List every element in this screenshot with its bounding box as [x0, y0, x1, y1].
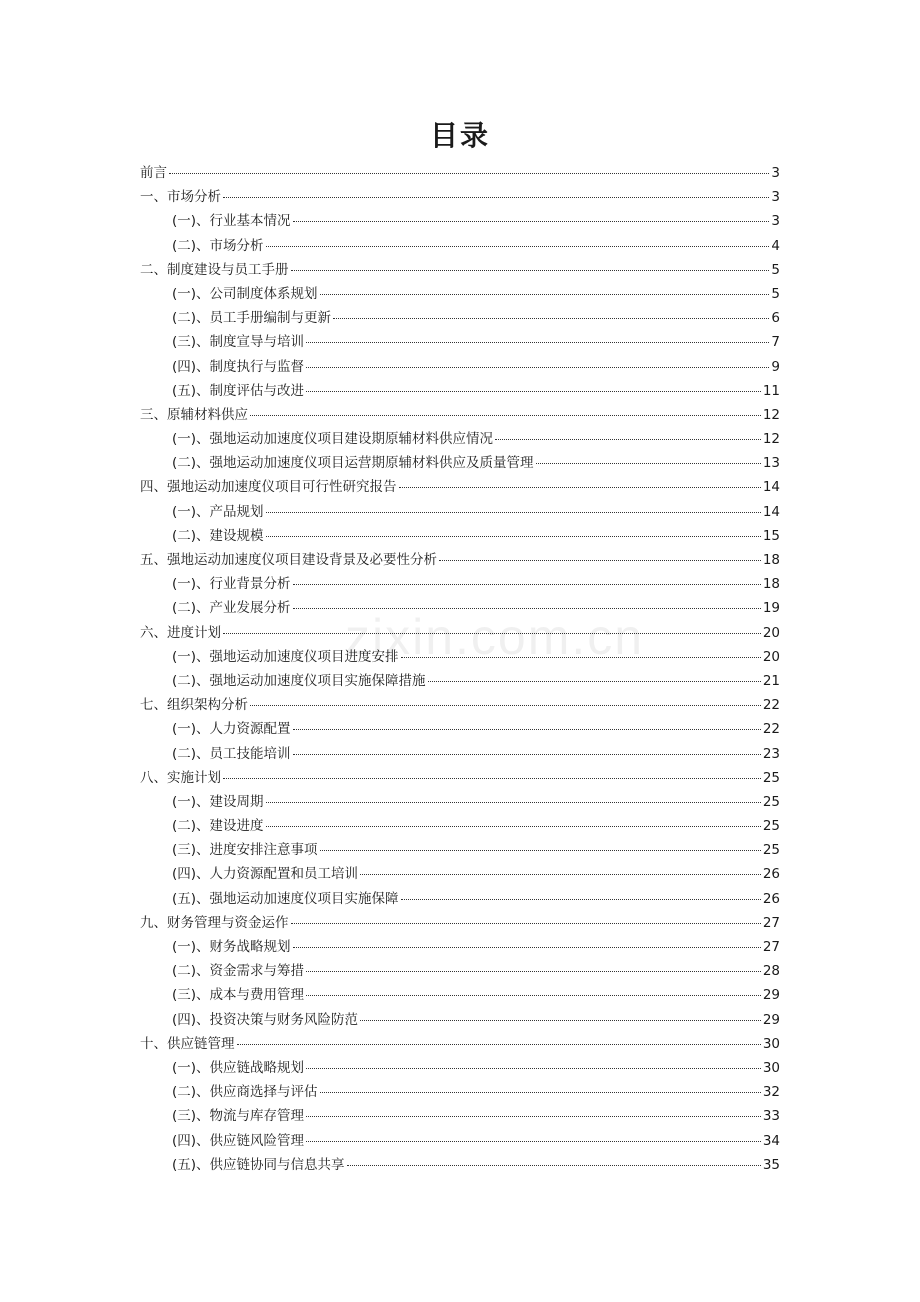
toc-entry-label: (一)、强地运动加速度仪项目建设期原辅材料供应情况 [172, 431, 494, 448]
toc-entry[interactable] [140, 669, 780, 693]
toc-entry-label: 九、财务管理与资金运作 [140, 914, 289, 931]
toc-dot-leader [293, 753, 761, 755]
toc-entry-page-number: 3 [771, 213, 780, 230]
toc-dot-leader [320, 293, 770, 295]
toc-entry-label: 三、原辅材料供应 [140, 406, 248, 423]
toc-entry[interactable] [140, 766, 780, 790]
toc-entry-page-number: 14 [762, 479, 780, 496]
toc-entry-page-number: 5 [771, 285, 780, 302]
toc-entry[interactable] [140, 693, 780, 717]
toc-entry[interactable] [140, 403, 780, 427]
toc-dot-leader [266, 245, 770, 247]
toc-entry-page-number: 3 [771, 189, 780, 206]
toc-dot-leader [169, 172, 769, 174]
toc-entry-page-number: 34 [762, 1132, 780, 1149]
toc-dot-leader [266, 511, 761, 513]
toc-entry-page-number: 26 [762, 890, 780, 907]
toc-entry[interactable] [140, 572, 780, 596]
toc-dot-leader [333, 317, 769, 319]
toc-entry-label: (二)、产业发展分析 [172, 600, 291, 617]
toc-entry-label: (四)、供应链风险管理 [172, 1132, 305, 1149]
toc-entry[interactable] [140, 790, 780, 814]
toc-entry-label: (四)、制度执行与监督 [172, 358, 305, 375]
toc-entry-page-number: 3 [771, 165, 780, 181]
toc-entry-page-number: 35 [762, 1156, 780, 1173]
toc-entry-label: 八、实施计划 [140, 769, 221, 786]
toc-dot-leader [306, 970, 761, 972]
toc-entry-label: (三)、成本与费用管理 [172, 987, 305, 1004]
toc-entry[interactable] [140, 1032, 780, 1056]
toc-entry-label: (一)、人力资源配置 [172, 721, 291, 738]
toc-entry-page-number: 23 [762, 745, 780, 762]
toc-dot-leader [306, 1140, 761, 1142]
toc-dot-leader [306, 1115, 761, 1117]
toc-entry[interactable] [140, 596, 780, 620]
toc-entry[interactable] [140, 838, 780, 862]
toc-dot-leader [360, 1019, 761, 1021]
toc-entry[interactable] [140, 1153, 780, 1177]
toc-entry-label: (一)、供应链战略规划 [172, 1059, 305, 1076]
toc-dot-leader [293, 607, 761, 609]
toc-entry-page-number: 21 [762, 672, 780, 689]
toc-entry-page-number: 18 [762, 576, 780, 593]
toc-entry-label: (一)、行业背景分析 [172, 576, 291, 593]
toc-entry-page-number: 7 [771, 334, 780, 351]
toc-entry-label: (二)、员工手册编制与更新 [172, 310, 332, 327]
toc-entry-label: (二)、强地运动加速度仪项目运营期原辅材料供应及质量管理 [172, 455, 534, 472]
toc-entry[interactable] [140, 330, 780, 354]
toc-entry-label: (一)、产品规划 [172, 503, 264, 520]
toc-entry-label: (四)、投资决策与财务风险防范 [172, 1011, 359, 1028]
toc-entry[interactable] [140, 1056, 780, 1080]
toc-entry-page-number: 25 [762, 793, 780, 810]
toc-entry-page-number: 18 [762, 552, 780, 568]
toc-entry-page-number: 22 [762, 721, 780, 738]
toc-title: 目录 [429, 119, 490, 152]
toc-entry[interactable] [140, 887, 780, 911]
toc-entry-page-number: 14 [762, 503, 780, 520]
toc-dot-leader [237, 1043, 761, 1045]
toc-dot-leader [399, 486, 761, 488]
toc-entry-page-number: 30 [762, 1035, 780, 1052]
toc-entry-label: (二)、资金需求与筹措 [172, 963, 305, 980]
toc-entry-label: (一)、行业基本情况 [172, 213, 291, 230]
toc-entry[interactable] [140, 1104, 780, 1128]
toc-entry[interactable] [140, 645, 780, 669]
toc-entry-label: 前言 [140, 165, 167, 181]
toc-entry-page-number: 26 [762, 866, 780, 883]
toc-dot-leader [306, 390, 761, 392]
toc-dot-leader [306, 341, 769, 343]
toc-entry-label: (五)、制度评估与改进 [172, 382, 305, 399]
toc-entry[interactable] [140, 379, 780, 403]
toc-entry-label: (一)、建设周期 [172, 793, 264, 810]
toc-entry-label: (一)、财务战略规划 [172, 939, 291, 955]
toc-dot-leader [293, 220, 770, 222]
toc-entry-page-number: 22 [762, 697, 780, 714]
toc-dot-leader [320, 849, 761, 851]
toc-entry-label: (四)、人力资源配置和员工培训 [172, 866, 359, 883]
toc-entry[interactable] [140, 524, 780, 548]
toc-entry-page-number: 27 [762, 914, 780, 931]
toc-entry-label: (二)、建设规模 [172, 527, 264, 544]
toc-entry-page-number: 32 [762, 1084, 780, 1101]
toc-dot-leader [250, 414, 761, 416]
toc-entry-page-number: 30 [762, 1059, 780, 1076]
toc-entry[interactable] [140, 935, 780, 959]
toc-entry-page-number: 25 [762, 842, 780, 859]
toc-entry-page-number: 11 [762, 382, 780, 399]
toc-dot-leader [401, 656, 761, 658]
toc-entry[interactable] [140, 427, 780, 451]
toc-entry-label: 二、制度建设与员工手册 [140, 261, 289, 278]
toc-entry-page-number: 9 [771, 358, 780, 375]
toc-dot-leader [347, 1164, 761, 1166]
toc-list [140, 161, 780, 1177]
watermark: zixin.com.cn [345, 609, 645, 665]
toc-entry[interactable] [140, 234, 780, 258]
toc-entry-page-number: 15 [762, 527, 780, 544]
toc-entry-label: (二)、员工技能培训 [172, 745, 291, 762]
toc-entry[interactable] [140, 1008, 780, 1032]
toc-entry-label: 七、组织架构分析 [140, 697, 248, 714]
toc-entry[interactable] [140, 1129, 780, 1153]
toc-dot-leader [266, 535, 761, 537]
toc-entry[interactable] [140, 717, 780, 741]
toc-dot-leader [320, 1091, 761, 1093]
toc-entry-page-number: 25 [762, 818, 780, 835]
toc-entry[interactable] [140, 161, 780, 185]
toc-entry-page-number: 33 [762, 1108, 780, 1125]
toc-entry-label: 四、强地运动加速度仪项目可行性研究报告 [140, 479, 397, 496]
toc-dot-leader [223, 632, 761, 634]
toc-entry[interactable] [140, 548, 780, 572]
toc-entry-label: 六、进度计划 [140, 624, 221, 641]
toc-dot-leader [291, 922, 761, 924]
toc-dot-leader [266, 825, 761, 827]
toc-dot-leader [293, 583, 761, 585]
toc-entry[interactable] [140, 959, 780, 983]
toc-entry[interactable] [140, 983, 780, 1007]
toc-entry-label: (三)、制度宣导与培训 [172, 334, 305, 351]
toc-entry-page-number: 25 [762, 769, 780, 786]
toc-entry[interactable] [140, 500, 780, 524]
toc-entry-label: 五、强地运动加速度仪项目建设背景及必要性分析 [140, 552, 437, 568]
toc-dot-leader [291, 269, 770, 271]
toc-dot-leader [428, 680, 761, 682]
toc-entry-label: 十、供应链管理 [140, 1035, 235, 1052]
toc-entry[interactable] [140, 209, 780, 233]
toc-entry-page-number: 20 [762, 624, 780, 641]
toc-entry-label: (二)、建设进度 [172, 818, 264, 835]
toc-entry-page-number: 29 [762, 987, 780, 1004]
toc-entry-label: (一)、公司制度体系规划 [172, 285, 318, 302]
toc-dot-leader [306, 366, 769, 368]
toc-dot-leader [401, 898, 761, 900]
toc-entry[interactable] [140, 911, 780, 935]
toc-entry-label: (三)、进度安排注意事项 [172, 842, 318, 859]
toc-entry-page-number: 4 [771, 237, 780, 254]
toc-entry-page-number: 5 [771, 261, 780, 278]
toc-dot-leader [223, 777, 761, 779]
toc-dot-leader [250, 704, 761, 706]
toc-entry[interactable] [140, 621, 780, 645]
toc-entry-page-number: 12 [762, 406, 780, 423]
toc-dot-leader [495, 438, 761, 440]
toc-entry[interactable] [140, 1080, 780, 1104]
toc-entry-label: 一、市场分析 [140, 189, 221, 206]
toc-entry-page-number: 28 [762, 963, 780, 980]
toc-entry-page-number: 6 [771, 310, 780, 327]
toc-entry[interactable] [140, 451, 780, 475]
toc-entry[interactable] [140, 185, 780, 209]
toc-entry[interactable] [140, 282, 780, 306]
toc-entry-label: (二)、强地运动加速度仪项目实施保障措施 [172, 672, 426, 689]
toc-entry-label: (五)、强地运动加速度仪项目实施保障 [172, 890, 399, 907]
toc-entry[interactable] [140, 355, 780, 379]
toc-entry-label: (二)、供应商选择与评估 [172, 1084, 318, 1101]
toc-entry[interactable] [140, 862, 780, 886]
toc-dot-leader [306, 1067, 761, 1069]
toc-entry-label: (一)、强地运动加速度仪项目进度安排 [172, 648, 399, 665]
toc-entry-page-number: 27 [762, 939, 780, 955]
toc-entry[interactable] [140, 475, 780, 499]
toc-entry-label: (二)、市场分析 [172, 237, 264, 254]
toc-dot-leader [439, 559, 761, 561]
toc-entry-page-number: 20 [762, 648, 780, 665]
toc-entry[interactable] [140, 742, 780, 766]
toc-dot-leader [536, 462, 761, 464]
toc-entry-page-number: 13 [762, 455, 780, 472]
toc-dot-leader [266, 801, 761, 803]
toc-entry-label: (三)、物流与库存管理 [172, 1108, 305, 1125]
toc-dot-leader [306, 994, 761, 996]
toc-entry-page-number: 29 [762, 1011, 780, 1028]
toc-dot-leader [223, 196, 769, 198]
toc-entry-label: (五)、供应链协同与信息共享 [172, 1156, 345, 1173]
toc-dot-leader [360, 873, 761, 875]
toc-entry-page-number: 12 [762, 431, 780, 448]
toc-dot-leader [293, 946, 761, 948]
toc-entry[interactable] [140, 258, 780, 282]
toc-entry[interactable] [140, 306, 780, 330]
toc-dot-leader [293, 728, 761, 730]
toc-entry[interactable] [140, 814, 780, 838]
toc-entry-page-number: 19 [762, 600, 780, 617]
